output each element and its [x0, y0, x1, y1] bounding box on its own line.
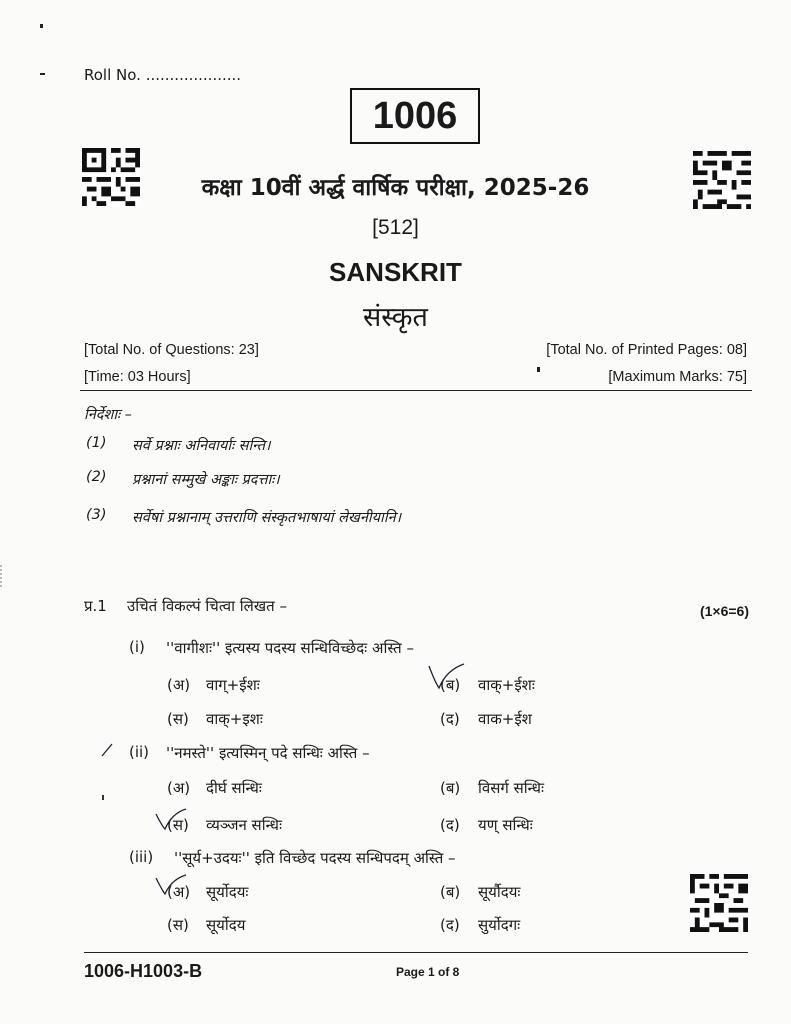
question-label: प्र.1 [84, 597, 107, 615]
subquestion-text: ''वागीशः'' इत्यस्य पदस्य सन्धिविच्छेदः अस्ति – [166, 639, 414, 657]
divider [80, 390, 752, 391]
checkmark-icon [426, 662, 466, 692]
total-pages: [Total No. of Printed Pages: 08] [546, 342, 747, 358]
option-key: (स) [167, 816, 189, 834]
option-text: यण् सन्धिः [478, 816, 533, 834]
option-key: (अ) [167, 779, 191, 797]
question-text: उचितं विकल्पं चित्वा लिखत – [127, 597, 287, 615]
instruction-number: (3) [86, 507, 107, 523]
subquestion-text: ''नमस्ते'' इत्यस्मिन् पदे सन्धिः अस्ति – [166, 744, 370, 762]
option-text: वाग्+ईशः [206, 676, 260, 694]
option-text: वाक्+इशः [206, 710, 263, 728]
option-text: विसर्ग सन्धिः [478, 779, 545, 797]
checkmark-icon [154, 872, 190, 898]
instruction-item: प्रश्नानां सम्मुखे अङ्काः प्रदत्ताः। [132, 472, 280, 488]
paper-code: 1006 [372, 94, 458, 137]
subquestion-number: (i) [129, 638, 145, 656]
option-text: सूर्यौदयः [478, 883, 521, 901]
maximum-marks: [Maximum Marks: 75] [608, 369, 747, 385]
option-key: (द) [440, 916, 460, 934]
option-key: (स) [167, 916, 189, 934]
option-key: (द) [440, 710, 460, 728]
instruction-number: (2) [86, 469, 107, 485]
subquestion-text: ''सूर्य+उदयः'' इति विच्छेद पदस्य सन्धिपदम् अस्ति – [174, 849, 456, 867]
option-key: (ब) [440, 883, 461, 901]
option-text: सूर्योदय [206, 916, 246, 934]
checkmark-icon [154, 806, 190, 832]
instruction-number: (1) [86, 435, 107, 451]
total-questions: [Total No. of Questions: 23] [84, 342, 259, 358]
footer-divider [84, 952, 748, 953]
scan-mark [0, 565, 12, 587]
scan-mark [40, 73, 45, 75]
option-key: (ब) [440, 676, 461, 694]
page-number: Page 1 of 8 [396, 965, 460, 979]
instructions-heading: निर्देशाः – [84, 407, 132, 423]
subject-code: [512] [372, 216, 419, 239]
subject-name-english: SANSKRIT [329, 257, 462, 287]
option-key: (अ) [167, 883, 191, 901]
roll-number-field: Roll No. .................... [84, 66, 242, 84]
instruction-item: सर्वेषां प्रश्नानाम् उत्तराणि संस्कृतभाषायां लेखनीयानि। [132, 510, 402, 526]
qr-code-icon [690, 874, 748, 932]
option-text: सुर्योदगः [478, 916, 521, 934]
scan-mark [40, 24, 43, 28]
subject-name-hindi: संस्कृत [363, 302, 428, 333]
option-text: वाक+ईश [478, 710, 532, 728]
question-marks: (1×6=6) [699, 603, 749, 619]
option-text: वाक्+ईशः [478, 676, 535, 694]
option-key: (अ) [167, 676, 191, 694]
option-key: (ब) [440, 779, 461, 797]
option-text: सूर्योदयः [206, 883, 249, 901]
subquestion-number: (iii) [129, 848, 154, 866]
footer-paper-code: 1006-H1003-B [84, 961, 203, 981]
time-duration: [Time: 03 Hours] [84, 369, 191, 385]
subquestion-number: (ii) [129, 743, 150, 761]
scan-mark [102, 795, 104, 800]
option-key: (द) [440, 816, 460, 834]
option-key: (स) [167, 710, 189, 728]
exam-title: कक्षा 10वीं अर्द्ध वार्षिक परीक्षा, 2025-26 [201, 175, 590, 201]
scan-mark [537, 367, 540, 372]
option-text: व्यञ्जन सन्धिः [206, 816, 282, 834]
checkmark-icon [100, 742, 114, 758]
instruction-item: सर्वे प्रश्नाः अनिवार्याः सन्ति। [132, 438, 271, 454]
option-text: दीर्घ सन्धिः [206, 779, 262, 797]
paper-code-box [350, 88, 480, 144]
